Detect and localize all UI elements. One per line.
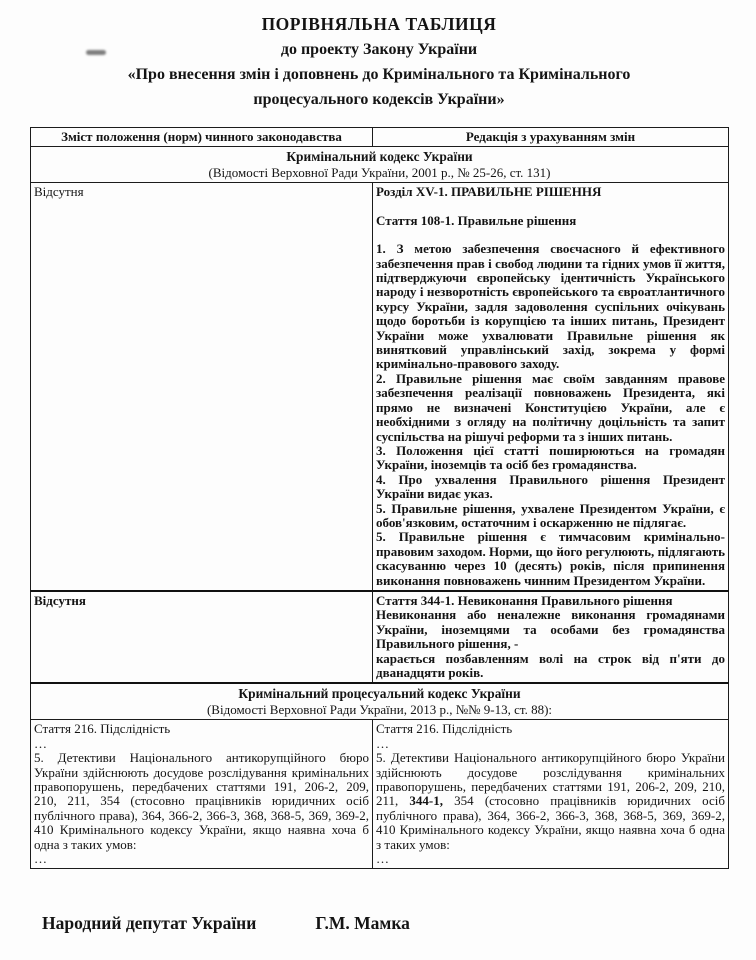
signatory-name: Г.М. Мамка bbox=[315, 913, 410, 934]
section-criminal-code bbox=[31, 147, 729, 183]
signatory-title: Народний депутат України bbox=[42, 913, 257, 934]
section-row-criminal-code bbox=[31, 147, 729, 183]
cell-new-edition-article-216 bbox=[373, 720, 729, 869]
article-216-paragraph-5-left: 5. Детективи Національного антикорупційного бюро України здійснюють досудове розслідування кримінальних правопорушень, передбачених статтями 191, 206-2, 209, 210, 211, 354 (стосовно працівників юридичних осіб публічного права), 364, 366-2, 366-3, 368, 368-5, 369, 369-2, 410 Кримінального кодексу України, якщо наявна хоча б одна з таких умов: bbox=[34, 750, 369, 852]
document-title-block bbox=[30, 12, 728, 112]
cell-current-law-absent-1: Відсутня bbox=[31, 183, 373, 591]
paragraph-text: 5. Детективи Національного антикорупційного бюро України здійснюють досудове розслідування кримінальних правопорушень, передбачених статтями 191, 206-2, 209, 210, 211, bbox=[376, 750, 725, 809]
article-216-heading-left: Стаття 216. Підслідність bbox=[34, 721, 171, 737]
table-row bbox=[31, 183, 729, 591]
title-subtitle-2: «Про внесення змін і доповнень до Кримінального та Кримінального bbox=[127, 66, 631, 83]
omitted-text-marker: … bbox=[34, 851, 47, 867]
article-216-paragraph-5-right bbox=[376, 751, 725, 852]
section-name: Кримінальний кодекс України bbox=[286, 149, 473, 165]
column-header-amended-edition: Редакція з урахуванням змін bbox=[373, 128, 729, 147]
article-344-1-heading: Стаття 344-1. Невиконання Правильного рішення bbox=[376, 592, 673, 608]
article-108-1-paragraph-1: 1. З метою забезпечення своєчасного й ефективного забезпечення прав і свобод людини та гідних умов її життя, підтверджуючи європейську ідентичність Українського народу і незворотність європейського та євроатлантичного курсу України, задля задоволення суспільних очікувань щодо боротьби із корупцією та інших питань, Президент України може ухвалювати Правильне рішення як винятковий управлінський захід, зокрема у формі кримінально-правового заходу. bbox=[376, 241, 725, 372]
amended-article-number: 344-1, bbox=[409, 793, 444, 809]
cell-current-law-absent-2: Відсутня bbox=[31, 591, 373, 683]
section-name: Кримінальний процесуальний кодекс України bbox=[238, 686, 521, 702]
article-108-1-paragraph-3: 3. Положення цієї статті поширюються на громадян України, іноземців та осіб без громадянства. bbox=[376, 442, 725, 473]
cell-new-edition-chapter-xv1 bbox=[373, 183, 729, 591]
column-header-current-law: Зміст положення (норм) чинного законодавства bbox=[31, 128, 373, 147]
article-344-1-paragraph-2: карається позбавленням волі на строк від п'яти до дванадцяти років. bbox=[376, 650, 725, 680]
cell-current-law-article-216 bbox=[31, 720, 373, 869]
omitted-text-marker: … bbox=[376, 735, 389, 751]
page-title: ПОРІВНЯЛЬНА ТАБЛИЦЯ bbox=[261, 14, 497, 34]
article-108-1-heading: Стаття 108-1. Правильне рішення bbox=[376, 212, 577, 228]
article-108-1-paragraph-5: 5. Правильне рішення, ухвалене Президентом України, є обов'язковим, остаточним і оскарженню не підлягає. bbox=[376, 500, 725, 530]
article-216-heading-right: Стаття 216. Підслідність bbox=[376, 721, 513, 737]
paragraph-text: 354 (стосовно працівників юридичних осіб публічного права), 364, 366-2, 366-3, 368, 368-5, 369, 369-2, 410 Кримінального кодексу України, якщо наявна хоча б одна з таких умов: bbox=[376, 793, 725, 852]
article-108-1-paragraph-6: 5. Правильне рішення є тимчасовим кримінально-правовим заходом. Норми, що його регулюють, підлягають скасуванню через 10 (десять) років, після припинення виконання повноважень чинним Президентом України. bbox=[376, 529, 725, 588]
omitted-text-marker: … bbox=[376, 851, 389, 867]
table-row bbox=[31, 720, 729, 869]
table-row bbox=[31, 591, 729, 683]
article-108-1-paragraph-4: 4. Про ухвалення Правильного рішення Президент України видає указ. bbox=[376, 471, 725, 502]
section-source: (Відомості Верховної Ради України, 2013 р., №№ 9-13, ст. 88): bbox=[206, 702, 553, 718]
signature-block bbox=[30, 913, 728, 934]
article-108-1-paragraph-2: 2. Правильне рішення має своїм завданням правове забезпечення реалізації повноважень Президента, які прямо не визначені Конституцією України, але є необхідними з огляду на політичну доцільність та запит суспільства на рішучі реформи та з інших питань. bbox=[376, 370, 725, 444]
article-344-1-paragraph-1: Невиконання або неналежне виконання громадянами України, іноземцями та особами без громадянства Правильного рішення, - bbox=[376, 607, 725, 652]
table-header-row bbox=[31, 128, 729, 147]
section-source: (Відомості Верховної Ради України, 2001 р., № 25-26, ст. 131) bbox=[208, 165, 551, 181]
scan-artifact bbox=[86, 50, 106, 55]
cell-new-edition-article-344-1 bbox=[373, 591, 729, 683]
title-subtitle-3: процесуального кодексів України» bbox=[253, 91, 505, 108]
omitted-text-marker: … bbox=[34, 735, 47, 751]
section-row-criminal-procedure-code bbox=[31, 683, 729, 720]
comparative-table bbox=[30, 127, 729, 869]
section-criminal-procedure-code bbox=[31, 683, 729, 720]
chapter-heading: Розділ XV-1. ПРАВИЛЬНЕ РІШЕННЯ bbox=[376, 184, 602, 200]
title-subtitle-1: до проекту Закону України bbox=[280, 41, 478, 58]
